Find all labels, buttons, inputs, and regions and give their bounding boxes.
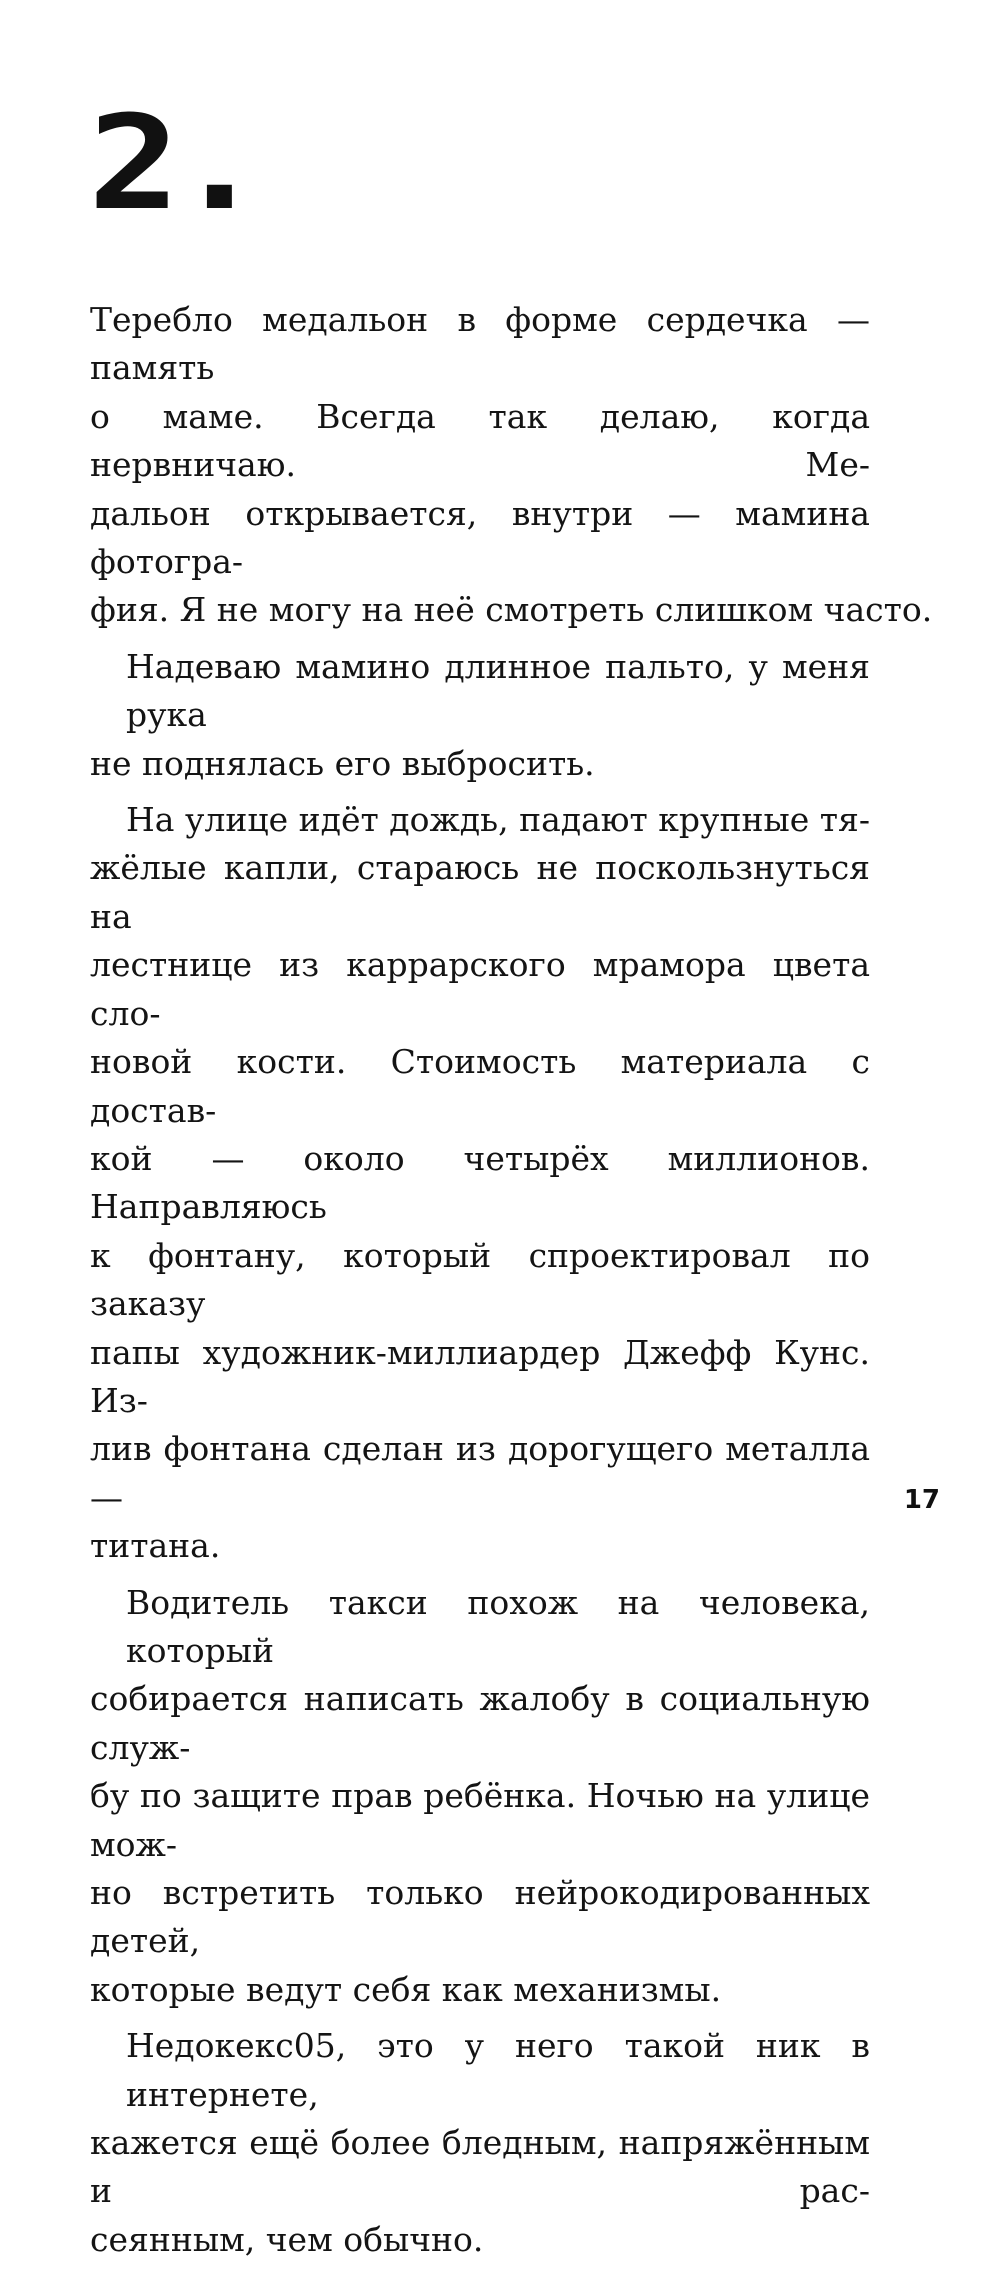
text-line: жёлые капли, стараюсь не поскользнуться на [90,848,870,936]
text-line: сеянным, чем обычно. [90,2219,484,2259]
text-line: дальон открывается, внутри — мамина фотогра- [90,493,870,582]
text-line: Теребло медальон в форме сердечка — память [90,300,870,388]
paragraph [90,643,870,788]
paragraph [90,796,870,1571]
text-line: которые ведут себя как механизмы. [90,1969,722,2009]
text-line: фия. Я не могу на неё смотреть слишком часто. [90,590,933,630]
text-line: кажется ещё более бледным, напряжённым и рас- [90,2123,870,2211]
chapter-number: 2. [88,87,259,239]
text-line: На улице идёт дождь, падают крупные тя- [126,800,870,840]
text-line: бу по защите прав ребёнка. Ночью на улице мож- [90,1776,870,1864]
paragraph [90,2022,870,2264]
text-line: кой — около четырёх миллионов. Направляюсь [90,1138,870,1227]
page-number: 17 [903,1485,940,1515]
text-line: новой кости. Стоимость материала с достав- [90,1042,870,1130]
text-line: лив фонтана сделан из дорогущего металла — [90,1429,870,1517]
text-line: не поднялась его выбросить. [90,743,595,783]
text-line: Недокекс05, это у него такой ник в интернете, [126,2026,870,2114]
text-line: к фонтану, который спроектировал по заказу [90,1235,870,1324]
text-line: но встретить только нейрокодированных детей, [90,1873,870,1961]
text-line: папы художник-миллиардер Джефф Кунс. Из- [90,1332,870,1420]
text-line: собирается написать жалобу в социальную служ- [90,1679,870,1767]
paragraph [90,296,933,635]
text-line: лестнице из каррарского мрамора цвета сло- [90,945,870,1033]
text-line: Водитель такси похож на человека, который [126,1582,870,1670]
paragraph [90,1579,870,2015]
text-line: Надеваю мамино длинное пальто, у меня рука [126,646,870,735]
text-line: о маме. Всегда так делаю, когда нервничаю. Ме- [90,396,870,485]
text-line: титана. [90,1526,221,1566]
